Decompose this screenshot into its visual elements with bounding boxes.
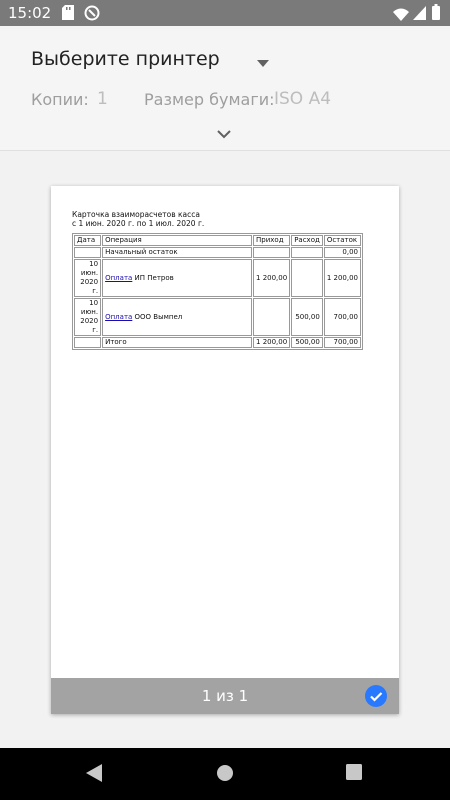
document-title [72, 210, 204, 228]
column-header: Расход [291, 235, 323, 246]
table-cell [102, 259, 252, 297]
status-bar [0, 0, 450, 26]
table-row [74, 259, 361, 297]
table-cell: Начальный остаток [102, 247, 252, 258]
table-cell [253, 247, 290, 258]
signal-icon [413, 5, 426, 24]
sd-card-icon [62, 5, 74, 24]
counterparty: ИП Петров [132, 273, 174, 282]
table-cell: 1 200,00 [253, 259, 290, 297]
document-period-line: с 1 июн. 2020 г. по 1 июл. 2020 г. [72, 219, 205, 228]
page-footer [51, 678, 399, 714]
page-selected-check-icon[interactable] [365, 685, 387, 711]
column-header: Приход [253, 235, 290, 246]
battery-icon [432, 4, 440, 24]
table-cell [291, 259, 323, 297]
opening-balance-row [74, 247, 361, 258]
table-cell: 1 200,00 [324, 259, 361, 297]
table-cell [253, 298, 290, 336]
status-time: 15:02 [8, 4, 52, 22]
table-cell [102, 298, 252, 336]
copies-label: Копии: [31, 90, 89, 109]
payment-link[interactable]: Оплата [105, 312, 133, 321]
table-cell: 500,00 [291, 337, 323, 348]
navigation-bar [0, 748, 450, 800]
page-counter: 1 из 1 [201, 687, 249, 705]
preview-page[interactable] [51, 186, 399, 714]
chevron-down-icon[interactable] [216, 124, 232, 143]
home-icon[interactable] [216, 764, 234, 786]
counterparty: ООО Вымпел [132, 312, 183, 321]
table-cell: 700,00 [324, 337, 361, 348]
table-cell: 500,00 [291, 298, 323, 336]
sync-icon [84, 5, 100, 25]
transactions-table [72, 233, 363, 350]
table-cell: Итого [102, 337, 252, 348]
table-cell [74, 337, 101, 348]
back-icon[interactable] [86, 764, 102, 786]
payment-link[interactable]: Оплата [105, 273, 133, 282]
column-header: Остаток [324, 235, 361, 246]
table-cell: 1 200,00 [253, 337, 290, 348]
total-row [74, 337, 361, 348]
wifi-icon [393, 6, 409, 25]
printer-select[interactable]: Выберите принтер [31, 48, 220, 70]
table-cell: 700,00 [324, 298, 361, 336]
paper-size-select[interactable]: ISO A4 [274, 89, 332, 109]
recents-icon[interactable] [346, 764, 362, 784]
table-cell [291, 247, 323, 258]
paper-size-label: Размер бумаги: [144, 90, 275, 109]
table-row [74, 298, 361, 336]
column-header: Операция [102, 235, 252, 246]
table-cell: 10 июн. 2020 г. [74, 259, 101, 297]
print-settings-header [0, 26, 450, 151]
dropdown-arrow-icon[interactable] [257, 52, 269, 71]
print-preview-area [0, 151, 450, 748]
copies-field[interactable]: 1 [97, 89, 108, 109]
table-cell [74, 247, 101, 258]
table-cell: 0,00 [324, 247, 361, 258]
table-header-row [74, 235, 361, 246]
document-title-line: Карточка взаиморасчетов касса [72, 210, 200, 219]
column-header: Дата [74, 235, 101, 246]
table-cell: 10 июн. 2020 г. [74, 298, 101, 336]
